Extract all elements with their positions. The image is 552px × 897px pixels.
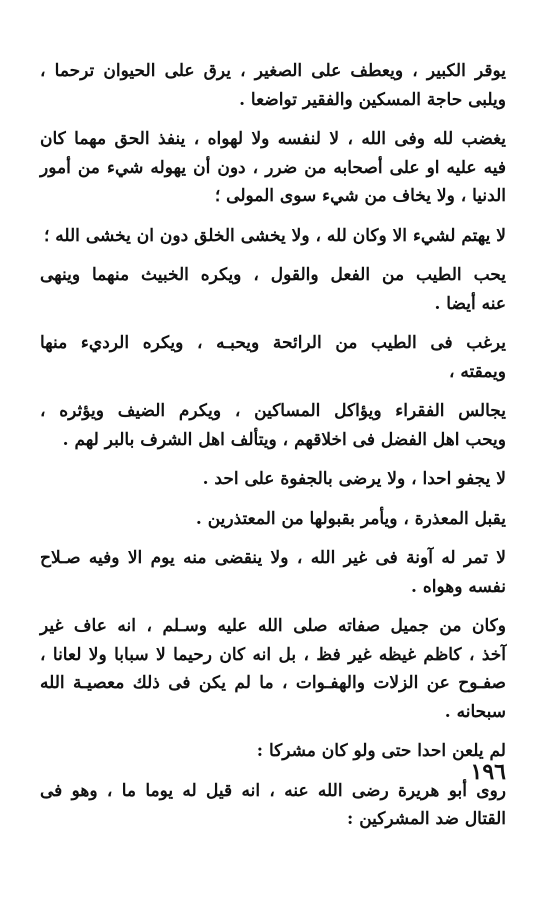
text-line: فيه عليه او على أصحابه من ضرر ، دون أن يهوله شيء من أمور [40, 157, 506, 178]
text-line: نفسه وهواه . [411, 576, 506, 597]
paragraph [40, 397, 506, 454]
paragraph [40, 125, 506, 211]
text-line: صفـوح عن الزلات والهفـوات ، ما لم يكن فى ذلك معصيـة الله [40, 673, 506, 693]
text-body [40, 57, 506, 834]
text-line: الدنيا ، ولا يخاف من شيء سوى المولى ؛ [214, 186, 506, 206]
paragraph [40, 222, 506, 251]
paragraph [40, 777, 506, 834]
text-line: يوقر الكبير ، ويعطف على الصغير ، يرق على الحيوان ترحما ، [40, 61, 506, 81]
text-line: ويحب اهل الفضل فى اخلاقهم ، ويتألف اهل الشرف بالبر لهم . [62, 429, 506, 450]
text-line: لا تمر له آونة فى غير الله ، ولا ينقضى منه يوم الا وفيه صـلاح [40, 548, 506, 568]
paragraph [40, 465, 506, 494]
paragraph [40, 737, 506, 766]
text-line: وكان من جميل صفاته صلى الله عليه وسـلم ، انه عاف غير [40, 616, 506, 636]
text-line: القتال ضد المشركين : [347, 809, 506, 829]
text-line: يحب الطيب من الفعل والقول ، ويكره الخبيث منهما وينهى [40, 265, 506, 285]
text-line: آخذ ، كاظم غيظه غير فظ ، بل انه كان رحيما لا سبابا ولا لعانا ، [40, 644, 506, 665]
text-line: روى أبو هريرة رضى الله عنه ، انه قيل له يوما ما ، وهو فى [40, 780, 506, 801]
text-line: يرغب فى الطيب من الرائحة ويحبـه ، ويكره الرديء منها [40, 333, 506, 353]
paragraph [40, 261, 506, 318]
paragraph [40, 612, 506, 726]
text-line: عنه أيضا . [434, 293, 506, 314]
text-line: يقبل المعذرة ، ويأمر بقبولها من المعتذرين . [195, 508, 506, 529]
text-line: ويمقته ، [448, 361, 506, 382]
text-line: سبحانه . [444, 701, 506, 722]
text-line: لا يجفو احدا ، ولا يرضى بالجفوة على احد . [202, 469, 506, 489]
text-line: لم يلعن احدا حتى ولو كان مشركا : [256, 741, 506, 761]
page-number: ١٩٦ [470, 759, 506, 785]
paragraph [40, 57, 506, 114]
text-line: يجالس الفقراء ويؤاكل المساكين ، ويكرم الضيف ويؤثره ، [40, 401, 506, 421]
paragraph [40, 505, 506, 534]
paragraph [40, 544, 506, 601]
text-line: لا يهتم لشيء الا وكان لله ، ولا يخشى الخلق دون ان يخشى الله ؛ [43, 225, 506, 246]
text-line: ويلبى حاجة المسكين والفقير تواضعا . [239, 89, 506, 110]
paragraph [40, 329, 506, 386]
text-line: يغضب لله وفى الله ، لا لنفسه ولا لهواه ، ينفذ الحق مهما كان [40, 129, 506, 149]
